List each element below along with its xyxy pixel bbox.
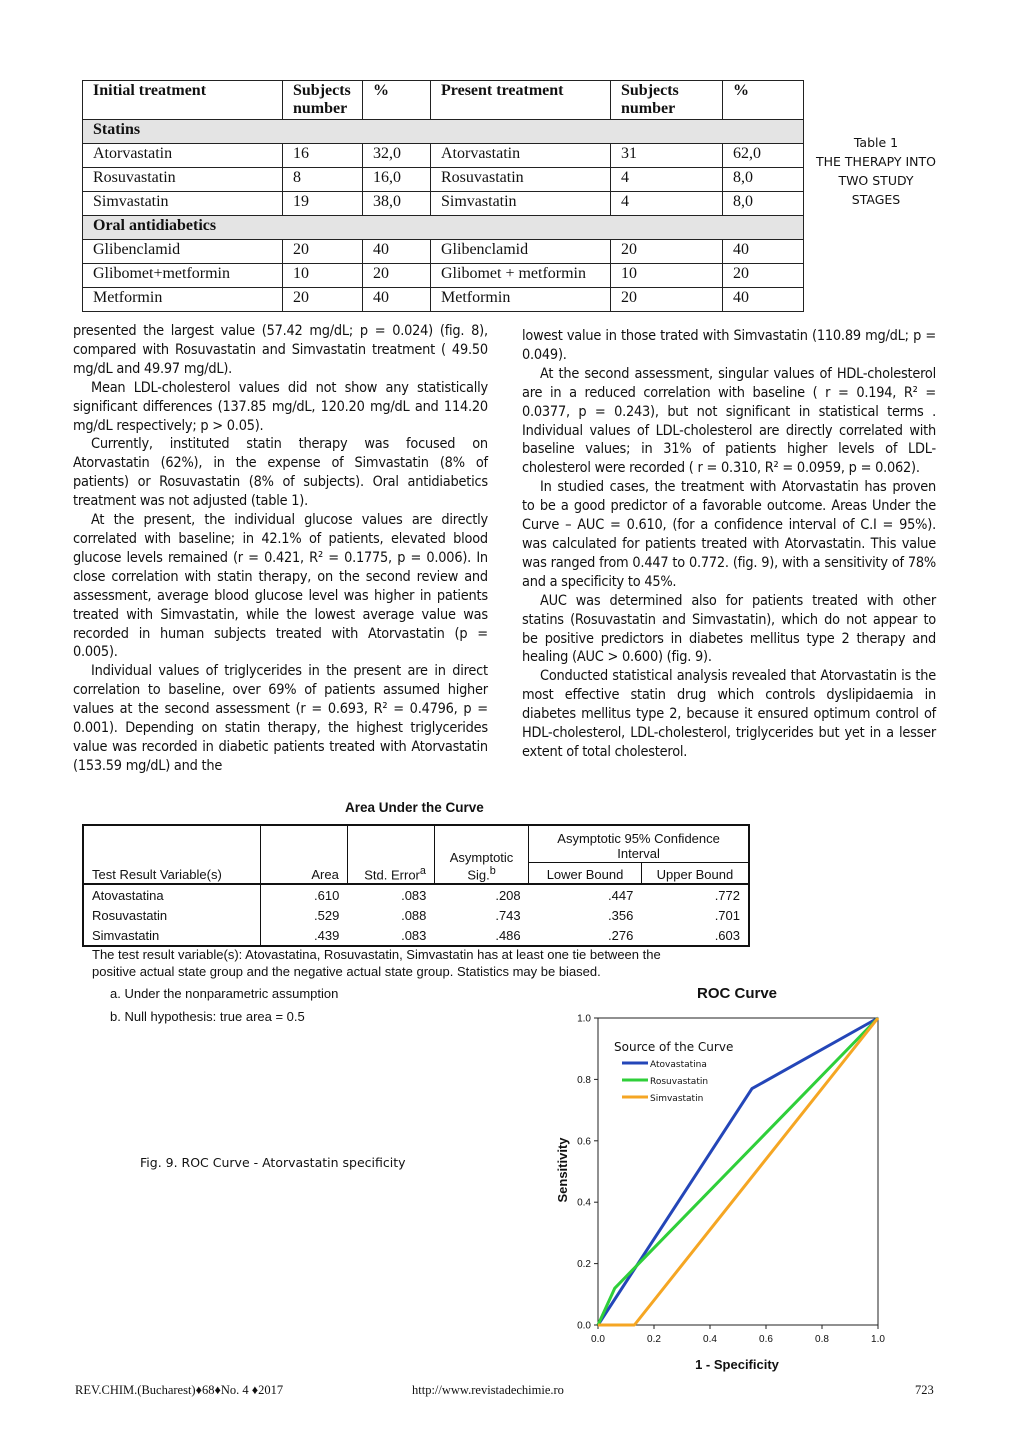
header-cell: Subjects number: [283, 81, 363, 120]
header-cell: Initial treatment: [83, 81, 283, 120]
x-tick-label: 1.0: [871, 1334, 885, 1345]
x-tick-label: 0.8: [815, 1334, 829, 1345]
y-tick-label: 0.4: [577, 1197, 591, 1209]
x-axis-label: 1 - Specificity: [695, 1357, 779, 1372]
table-cell: Metformin: [83, 288, 283, 312]
table-cell: 8,0: [723, 192, 804, 216]
paragraph: Mean LDL-cholesterol values did not show any statistically significant differences (137.85 mg/dL, 120.20 mg/dL and 114.20 mg/dL respectively; p > 0.05).: [73, 379, 488, 434]
header-cell: Upper Bound: [641, 863, 749, 885]
y-tick-label: 0.8: [577, 1074, 591, 1086]
table-cell: 10: [611, 264, 723, 288]
table-cell: Glibomet+metformin: [83, 264, 283, 288]
table-cell: Glibenclamid: [431, 240, 611, 264]
paragraph: At the second assessment, singular values of HDL-cholesterol are in a reduced correlation with baseline ( r = 0.194, R² = 0.0377, p = 0.243), but not significant in statistical terms . Individual values of LDL-cholesterol are directly correlated with baseline values; in 31% of patients higher levels of LDL-cholesterol were recorded ( r = 0.310, R² = 0.0959, p = 0.062).: [522, 365, 936, 477]
table-cell: 20: [611, 240, 723, 264]
table-cell: 20: [611, 288, 723, 312]
paragraph: Individual values of triglycerides in the present are in direct correlation to baseline, over 69% of patients assumed higher values at the second assessment (r = 0.693, R² = 0.4796, p = 0.001). Depending on statin therapy, the highest triglycerides value was recorded in diabetic patients treated with Atorvastatin (153.59 mg/dL) and the: [73, 663, 488, 774]
x-tick-label: 0.4: [703, 1334, 717, 1345]
y-axis-label: Sensitivity: [555, 1137, 570, 1203]
paragraph: AUC was determined also for patients treated with other statins (Rosuvastatin and Simvastatin), which do not appear to be positive predictors in diabetes mellitus type 2 therapy and healing (AUC > 0.600) (fig. 9).: [522, 592, 936, 666]
auc-header-row: [83, 825, 749, 863]
table-cell: 62,0: [723, 144, 804, 168]
table-cell: .610: [260, 884, 347, 905]
table-cell: 40: [363, 240, 431, 264]
table-cell: 20: [283, 288, 363, 312]
legend-label: Rosuvastatin: [650, 1077, 709, 1087]
table-cell: Atorvastatin: [431, 144, 611, 168]
table-cell: Rosuvastatin: [431, 168, 611, 192]
paragraph: lowest value in those trated with Simvastatin (110.89 mg/dL; p = 0.049).: [522, 328, 936, 363]
table-caption-title: THE THERAPY INTO: [816, 154, 936, 169]
table-cell: 40: [363, 288, 431, 312]
section-label: Oral antidiabetics: [83, 216, 804, 240]
table-row: [83, 884, 749, 905]
table-cell: .356: [608, 907, 634, 923]
table-cell: 16: [283, 144, 363, 168]
paragraph: Conducted statistical analysis revealed that Atorvastatin is the most effective statin drug which controls dyslipidaemia in diabetes mellitus type 2, because it ensured optimum control of HDL-cholesterol, LDL-cholesterol, triglycerides but yet in a lesser extent of total cholesterol.: [522, 668, 936, 760]
table-row: [83, 905, 749, 925]
table-cell: Glibenclamid: [83, 240, 283, 264]
y-tick-label: 0.6: [577, 1136, 591, 1148]
table-header-row: [83, 81, 804, 120]
footnote-marker: a: [419, 864, 426, 877]
table-row: [83, 144, 804, 168]
table-cell: Metformin: [431, 288, 611, 312]
table-cell: Simvastatin: [83, 925, 260, 946]
auc-footnote-a: a. Under the nonparametric assumption: [110, 986, 339, 1001]
table-cell: 4: [611, 168, 723, 192]
auc-footnote-b: b. Null hypothesis: true area = 0.5: [110, 1009, 305, 1024]
table-cell: 31: [611, 144, 723, 168]
table-cell: Simvastatin: [83, 192, 283, 216]
table-row: [83, 168, 804, 192]
y-tick-label: 0.2: [577, 1259, 591, 1271]
footer-page-number: 723: [915, 1383, 934, 1397]
paragraph: At the present, the individual glucose values are directly correlated with baseline; in 42.1% of patients, elevated blood glucose levels remained (r = 0.421, R² = 0.1775, p = 0.006). In close correlation with statin therapy, on the second review and assessment, average blood glucose level was higher in patients treated with Simvastatin, while the lowest average value was recorded in human subjects treated with Atorvastatin (p = 0.005).: [73, 512, 488, 661]
header-cell: Present treatment: [431, 81, 611, 120]
table-row: [83, 240, 804, 264]
table-cell: Rosuvastatin: [83, 905, 260, 925]
paragraph: presented the largest value (57.42 mg/dL; p = 0.024) (fig. 8), compared with Rosuvastatin and Simvastatin treatment ( 49.50 mg/dL and 49.97 mg/dL).: [73, 323, 488, 377]
header-cell: Test Result Variable(s): [83, 825, 260, 884]
header-cell: [347, 825, 434, 884]
table-caption-label: Table 1: [853, 135, 899, 150]
legend-label: Simvastatin: [650, 1094, 704, 1104]
header-cell: Area: [260, 825, 347, 884]
header-text: Std. Error: [364, 867, 420, 882]
table-row: [83, 264, 804, 288]
footer-journal: REV.CHIM.(Bucharest)♦68♦No. 4 ♦2017: [75, 1383, 284, 1397]
x-tick-label: 0.2: [647, 1334, 661, 1345]
paragraph: Currently, instituted statin therapy was focused on Atorvastatin (62%), in the expense of Simvastatin (8% of patients) or Rosuvastatin (8% of subjects). Oral antidiabetics treatment was not adjusted (table 1).: [73, 436, 488, 510]
table-cell: 20: [723, 264, 804, 288]
legend-label: Atovastatina: [650, 1060, 707, 1070]
table-cell: .447: [529, 884, 642, 905]
table-cell: Atovastatina: [83, 884, 260, 905]
table-row: [83, 192, 804, 216]
table-cell: Atorvastatin: [83, 144, 283, 168]
table-caption-title: STAGES: [851, 192, 901, 207]
right-text-column: [522, 327, 936, 762]
auc-note: positive actual state group and the negative actual state group. Statistics may be biased.: [92, 964, 601, 979]
table-cell: 40: [723, 240, 804, 264]
table-cell: .276: [529, 925, 642, 946]
header-cell: %: [723, 81, 804, 120]
table-cell: .088: [401, 907, 427, 923]
table-cell: 8,0: [723, 168, 804, 192]
left-text-column: [73, 322, 488, 776]
footer-url[interactable]: http://www.revistadechimie.ro: [412, 1383, 564, 1397]
section-row-oral: [83, 216, 804, 240]
table-cell: Simvastatin: [431, 192, 611, 216]
header-cell: Subjects number: [611, 81, 723, 120]
x-tick-label: 0.6: [759, 1334, 773, 1345]
section-label: Statins: [83, 120, 804, 144]
table-row: [83, 288, 804, 312]
table-cell: .603: [641, 925, 749, 946]
table-cell: Rosuvastatin: [83, 168, 283, 192]
header-cell: [434, 825, 528, 884]
table-cell: .083: [347, 925, 434, 946]
table-cell: Glibomet + metformin: [431, 264, 611, 288]
table-caption-title: TWO STUDY: [838, 173, 914, 188]
auc-table-title: Area Under the Curve: [345, 800, 484, 815]
roc-chart: [540, 980, 960, 1380]
table-cell: .486: [434, 925, 528, 946]
table-cell: 38,0: [363, 192, 431, 216]
table-cell: .083: [347, 884, 434, 905]
x-tick-label: 0.0: [591, 1334, 605, 1345]
auc-note: The test result variable(s): Atovastatina, Rosuvastatin, Simvastatin has at least one tie between the: [92, 947, 661, 962]
table-cell: .439: [260, 925, 347, 946]
legend-title: Source of the Curve: [614, 1040, 734, 1054]
table-cell: .772: [641, 884, 749, 905]
footnote-marker: b: [489, 864, 496, 877]
auc-table: [82, 824, 750, 947]
table-cell: 32,0: [363, 144, 431, 168]
therapy-table: [82, 80, 804, 312]
chart-title: ROC Curve: [696, 985, 778, 1002]
section-row-statins: [83, 120, 804, 144]
table-cell: 40: [723, 288, 804, 312]
table-cell: 19: [283, 192, 363, 216]
ci-header: Asymptotic 95% Confidence Interval: [529, 825, 749, 863]
header-text: Asymptotic Sig.: [449, 849, 514, 882]
y-tick-label: 0.0: [577, 1320, 591, 1332]
table-cell: 10: [283, 264, 363, 288]
table-cell: 20: [363, 264, 431, 288]
y-tick-label: 1.0: [577, 1013, 591, 1025]
table-cell: .529: [260, 905, 347, 925]
table-cell: 4: [611, 192, 723, 216]
table-row: [83, 925, 749, 946]
table-cell: 16,0: [363, 168, 431, 192]
table-cell: 8: [283, 168, 363, 192]
header-cell: Lower Bound: [529, 863, 642, 885]
table-cell: .701: [641, 905, 749, 925]
table-cell: .208: [434, 884, 528, 905]
figure-caption: Fig. 9. ROC Curve - Atorvastatin specificity: [140, 1155, 406, 1170]
header-cell: %: [363, 81, 431, 120]
paragraph: In studied cases, the treatment with Atorvastatin has proven to be a good predictor of a favorable outcome. Areas Under the Curve – AUC = 0.610, (for a confidence interval of C.I = 95%). was calculated for patients treated with Atorvastatin. This value was ranged from 0.447 to 0.772. (fig. 9), with a sensitivity of 78% and a specificity to 45%.: [522, 479, 936, 590]
table-cell: .743: [495, 907, 521, 923]
table-cell: 20: [283, 240, 363, 264]
